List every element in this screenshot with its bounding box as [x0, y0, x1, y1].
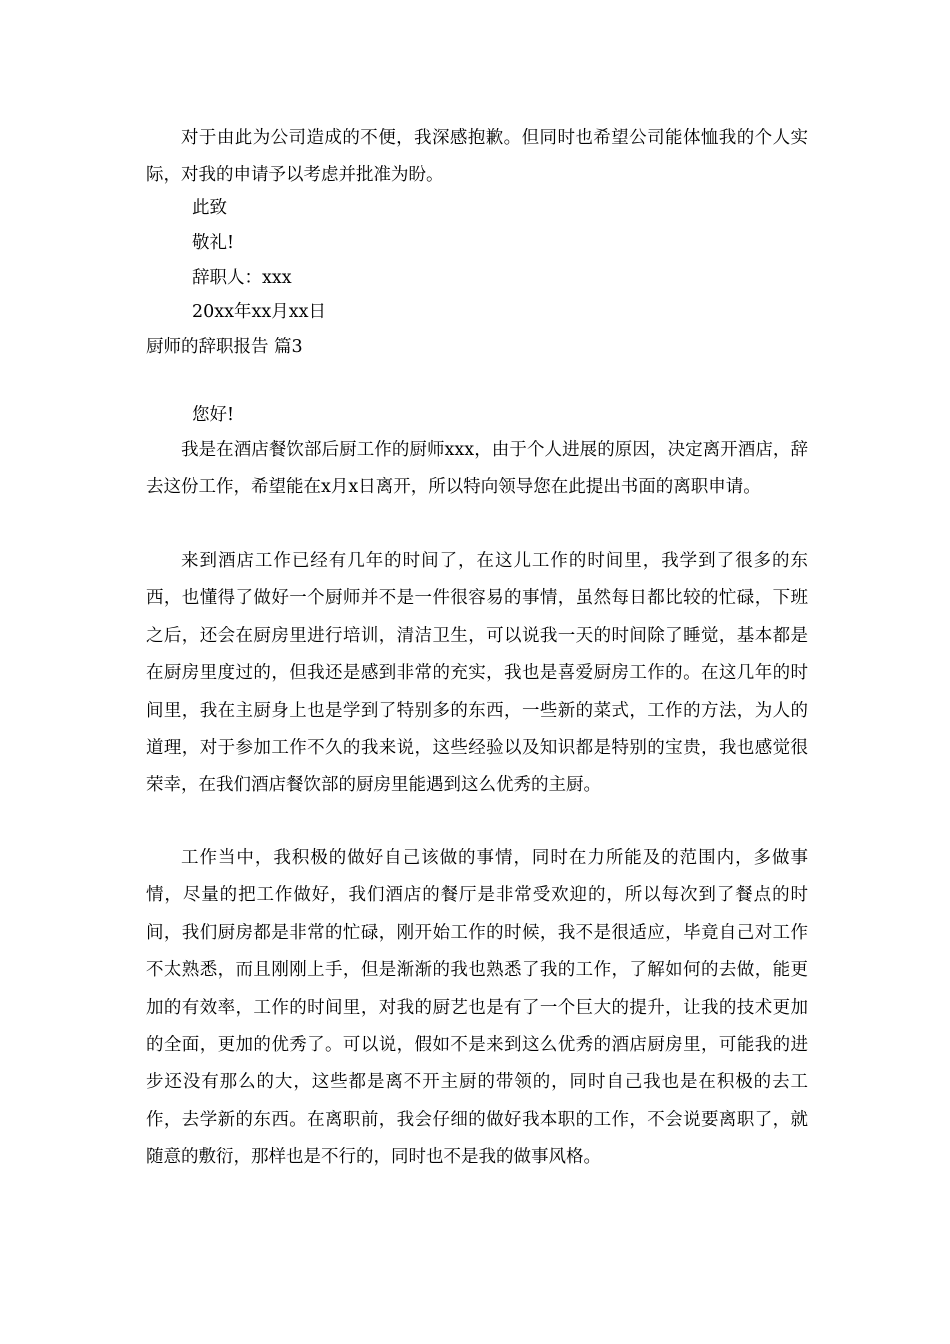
- date-line: 20xx年xx月xx日: [192, 302, 326, 322]
- greeting: 您好!: [192, 405, 235, 425]
- closing-salutation: 此致: [192, 198, 227, 218]
- body-paragraph-2: 来到酒店工作已经有几年的时间了，在这儿工作的时间里，我学到了很多的东西，也懂得了做好一个厨师并不是一件很容易的事情，虽然每日都比较的忙碌，下班之后，还会在厨房里进行培训，清洁卫生，可以说我一天的时间除了睡觉，基本都是在厨房里度过的，但我还是感到非常的充实，我也是喜爱厨房工作的。在这几年的时间里，我在主厨身上也是学到了特别多的东西，一些新的菜式，工作的方法，为人的道理，对于参加工作不久的我来说，这些经验以及知识都是特别的宝贵，我也感觉很荣幸，在我们酒店餐饮部的厨房里能遇到这么优秀的主厨。: [146, 551, 808, 796]
- body-paragraph-3: 工作当中，我积极的做好自己该做的事情，同时在力所能及的范围内，多做事情，尽量的把工作做好，我们酒店的餐厅是非常受欢迎的，所以每次到了餐点的时间，我们厨房都是非常的忙碌，刚开始工作的时候，我不是很适应，毕竟自己对工作不太熟悉，而且刚刚上手，但是渐渐的我也熟悉了我的工作，了解如何的去做，能更加的有效率，工作的时间里，对我的厨艺也是有了一个巨大的提升，让我的技术更加的全面，更加的优秀了。可以说，假如不是来到这么优秀的酒店厨房里，可能我的进步还没有那么的大，这些都是离不开主厨的带领的，同时自己我也是在积极的去工作，去学新的东西。在离职前，我会仔细的做好我本职的工作，不会说要离职了，就随意的敷衍，那样也是不行的，同时也不是我的做事风格。: [146, 848, 808, 1168]
- signer-line: 辞职人：xxx: [192, 268, 292, 288]
- apology-paragraph: 对于由此为公司造成的不便，我深感抱歉。但同时也希望公司能体恤我的个人实际，对我的申请予以考虑并批准为盼。: [146, 128, 808, 186]
- body-paragraph-1: 我是在酒店餐饮部后厨工作的厨师xxx，由于个人进展的原因，决定离开酒店，辞去这份工作，希望能在x月x日离开，所以特向领导您在此提出书面的离职申请。: [146, 440, 808, 498]
- section-title: 厨师的辞职报告 篇3: [146, 337, 303, 357]
- closing-regards: 敬礼!: [192, 233, 235, 253]
